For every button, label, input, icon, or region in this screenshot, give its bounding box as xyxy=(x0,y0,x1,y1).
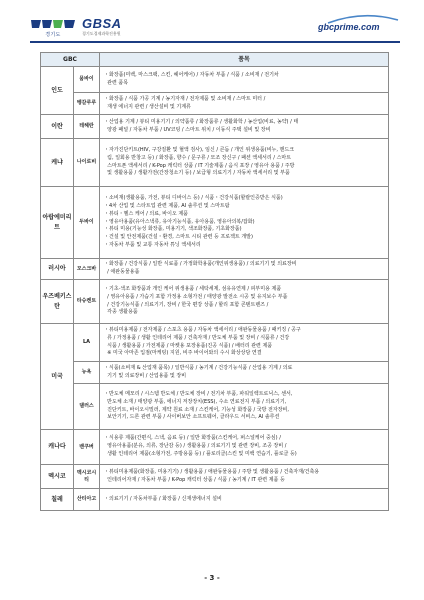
country-cell: 케냐 xyxy=(41,139,74,187)
country-cell: 미국 xyxy=(41,324,74,430)
header-rule xyxy=(30,41,400,43)
gbsa-logo-subtext: 경기도경제과학진흥원 xyxy=(82,31,121,36)
item-line: ・산업용 기계 / 뷰티 미용기기 / 의약품류 / 화장품류 / 생활화학 / 농산업(비료, 농약) / 태 xyxy=(104,118,299,125)
table-row xyxy=(41,324,389,362)
table-row xyxy=(41,430,389,465)
item-line: ・뷰티 미용(기능성 화장품, 미용기기, 색조화장품, 기초화장품) xyxy=(104,226,242,233)
item-line: ・뷰티・헬스 케어 / 의료, 바이오 제품 xyxy=(104,210,189,217)
country-cell: 캐나다 xyxy=(41,430,74,465)
item-line: 영유아용품(분유, 의류, 장난감 등) / 생활용품 / 의료기기 및 관련 장비, 조공 장비 / xyxy=(104,443,287,450)
gbsa-logo-text: GBSA xyxy=(82,16,122,31)
office-cell: 밴쿠버 xyxy=(74,430,100,465)
office-cell: 벵갈루루 xyxy=(74,93,100,115)
country-cell: 이란 xyxy=(41,115,74,139)
items-cell xyxy=(100,324,389,362)
items-cell xyxy=(100,93,389,115)
item-line: ・화장품 / 식품 가공 기계 / 농기자재 / 전자제품 및 소비재 / 스마트 미터 / xyxy=(104,95,266,102)
item-line: 인테리어자재 / 자동차 부품 / K-Pop 캐릭터 상품 / 식품 / 농기계 / IT 관련 제품 등 xyxy=(104,476,285,483)
table-row xyxy=(41,187,389,259)
item-line: 관련 품목 xyxy=(104,79,129,86)
office-cell: 타슈켄트 xyxy=(74,280,100,324)
items-cell xyxy=(100,465,389,489)
gbc-items-table xyxy=(40,52,389,511)
items-cell xyxy=(100,139,389,187)
item-line: 각종 생활용품 xyxy=(104,309,138,316)
item-line: ・영유아용품(유아스낵류, 유아기능식품, 유아용품, 영유아의복/잡화) xyxy=(104,218,255,225)
item-line: / 건강기능식품 / 의료기기, 장비 / 한국 편강 상품 / 할리 포함 콘텐트렌즈 / xyxy=(104,301,269,308)
item-line: ・화장품(미백, 마스크팩, 스킨, 헤어케어) / 자동차 부품 / 식품 / 소비재 / 전기차 xyxy=(104,71,279,78)
items-cell xyxy=(100,384,389,430)
country-cell: 인도 xyxy=(41,67,74,115)
office-cell: 산티아고 xyxy=(74,489,100,511)
items-cell xyxy=(100,489,389,511)
office-cell: LA xyxy=(74,324,100,362)
office-cell: 모스크바 xyxy=(74,259,100,280)
gbsa-logo xyxy=(82,16,152,40)
item-line: ・의료기기 / 자동차부품 / 화장품 / 신재생에너지 설비 xyxy=(104,495,222,502)
item-line: 및 생활용품 / 생활가전(간장청소기 등) / 보급형 의료기기 / 자동차 액세서리 및 부품 xyxy=(104,170,290,177)
item-line: 기기 및 의료장비 / 산업용품 및 장비 xyxy=(104,372,187,379)
item-line: ・기초·색조 화장품과 개인 케어 위생용품 / 세탁세제, 섬유유연제 / 피부미용 제품 xyxy=(104,286,282,292)
gyeonggi-logo xyxy=(30,18,76,40)
items-cell xyxy=(100,280,389,324)
item-line: / 영유아용품 / 가습기 포함 가정용 소형가전 / 태양광 발전소 시공 및 유지보수 부품 xyxy=(104,293,288,300)
items-cell xyxy=(100,115,389,139)
item-line: ・식용류 제품(간편식, 스낵, 음료 등) / 일반 화장품(스킨케어, 퍼스널케어 중심) / xyxy=(104,435,281,442)
item-line: 스마트폰 액세서리 / K-Pop 캐릭터 상품 / IT 기술제품 / 음식 포장 / 영유아 용품 / 주방 xyxy=(104,162,295,169)
office-cell: 나이로비 xyxy=(74,139,100,187)
items-cell xyxy=(100,187,389,259)
country-cell: 우즈베키스탄 xyxy=(41,280,74,324)
item-line: 류 / 가정용품 / 생활 인테리어 제품 / 건축자재 / 반도체 부품 및 장비 / 식품류 / 건강 xyxy=(104,334,290,341)
items-cell xyxy=(100,362,389,384)
item-line: 반도체 소재 / 태양광 부품, 에너지 저장장치(ESS), 수소 연료전지 부품 / 의료기기, xyxy=(104,398,287,405)
page-number: - 3 - xyxy=(204,574,220,582)
item-line: ・식품(소비재 & 산업재 품목) / 일반식품 / 농기계 / 건강기능식품 / 산업용 기계 / 의료 xyxy=(104,364,293,371)
country-cell: 칠레 xyxy=(41,489,74,511)
office-cell: 두바이 xyxy=(74,187,100,259)
gbcprime-logo-text: gbcprime.com xyxy=(318,22,380,32)
item-line: ・뷰티미용제품 / 전자제품 / 스포츠 용품 / 자동차 액세서리 / 애완동물용품 / 패키징 / 공구 xyxy=(104,327,301,333)
table-row xyxy=(41,93,389,115)
table-header-row xyxy=(41,53,389,67)
item-line: 재생 에너지 관련 / 생산설비 및 기계류 xyxy=(104,103,191,110)
item-line: ・건설 및 안전제품(건설・환경, 스마트 시티 관련 등 프로젝트 개발) xyxy=(104,234,253,241)
table-row xyxy=(41,280,389,324)
item-line: ・4차 산업 및 스타트업 관련 제품, AI 솔루션 및 스마트팜 xyxy=(104,203,230,210)
items-cell xyxy=(100,430,389,465)
gyeonggi-logo-text: 경기도 xyxy=(45,32,61,38)
table-row xyxy=(41,259,389,280)
table-row xyxy=(41,67,389,93)
items-cell xyxy=(100,259,389,280)
item-line: 생활 인테리어 제품(소형가전, 주방용품 등) / 플로리클(스킨 및 미백 연습기, 플로클 등) xyxy=(104,450,297,457)
table-row xyxy=(41,362,389,384)
gbcprime-logo xyxy=(318,14,400,36)
office-cell: 뉴욕 xyxy=(74,362,100,384)
header-gbc: GBC xyxy=(41,53,100,67)
table-row xyxy=(41,489,389,511)
item-line: 식품 / 생활용품 / 가전제품 / 마켓용 포장용품(진공 식품) / 배터리 관련 제품 xyxy=(104,342,273,349)
item-line: ※ 미국 아마존 입점(마케팅) 지원, 비주 바이어와의 수시 화상상담 연결 xyxy=(104,350,262,357)
country-cell: 아랍에미리트 xyxy=(41,187,74,259)
office-cell: 멕시코시티 xyxy=(74,465,100,489)
header-items: 품목 xyxy=(100,53,389,67)
table-row xyxy=(41,115,389,139)
table-row xyxy=(41,139,389,187)
item-line: / 애완동물용품 xyxy=(104,269,140,275)
item-line: ・화장품 / 건강식품 / 일반 식료품 / 가정화학용품(개인위생용품) / 의료기기 및 의료장비 xyxy=(104,261,297,268)
item-line: 림, 일회용 반창고 등) / 화장품, 향수 / 문구류 / 모조 장신구 / 패션 액세서리 / 스마트 xyxy=(104,154,292,161)
item-line: 진단키트, 바이오시밀러, 제약 원료 소재 / 스킨케어, 기능성 화장품 / 국방 전자장비, xyxy=(104,406,289,413)
country-cell: 러시아 xyxy=(41,259,74,280)
items-cell xyxy=(100,67,389,93)
office-cell: 댈러스 xyxy=(74,384,100,430)
item-line: 양광 패널 / 자동차 부품 / UV코팅 / 스마트 위치 / 이동식 주택 설비 및 장비 xyxy=(104,126,271,133)
table-row xyxy=(41,465,389,489)
item-line: ・자가진단키트(HIV, 구강질환 및 혈액 검사), 임신 / 콘돔 / 개인 위생용품(비누, 핸드크 xyxy=(104,147,295,153)
item-line: 보안기기, 드론 관련 부품 / 사이버보안 소프트웨어, 클라우드 서비스, AI 솔루션 xyxy=(104,414,280,421)
item-line: ・소비재(생활용품, 가전, 뷰티 디바이스 등) / 식품・건강식품(할랄인증받은 식품) xyxy=(104,195,283,202)
country-cell: 멕시코 xyxy=(41,465,74,489)
office-cell: 테헤란 xyxy=(74,115,100,139)
office-cell: 뭄바이 xyxy=(74,67,100,93)
item-line: ・뷰티미용제품(화장품, 미용기기) / 생활용품 / 애완동물용품 / 주방 및 생활용품 / 건축자재/건축용 xyxy=(104,468,320,475)
item-line: ・자동차 부품 및 교통 자동차 튜닝 액세서리 xyxy=(104,241,201,248)
item-line: ・반도체 메모리 / 시스템 반도체 / 반도체 장비 / 전기차 부품, 파워일렉트로닉스, 센서, xyxy=(104,391,293,397)
table-row xyxy=(41,384,389,430)
page-header xyxy=(0,0,424,44)
